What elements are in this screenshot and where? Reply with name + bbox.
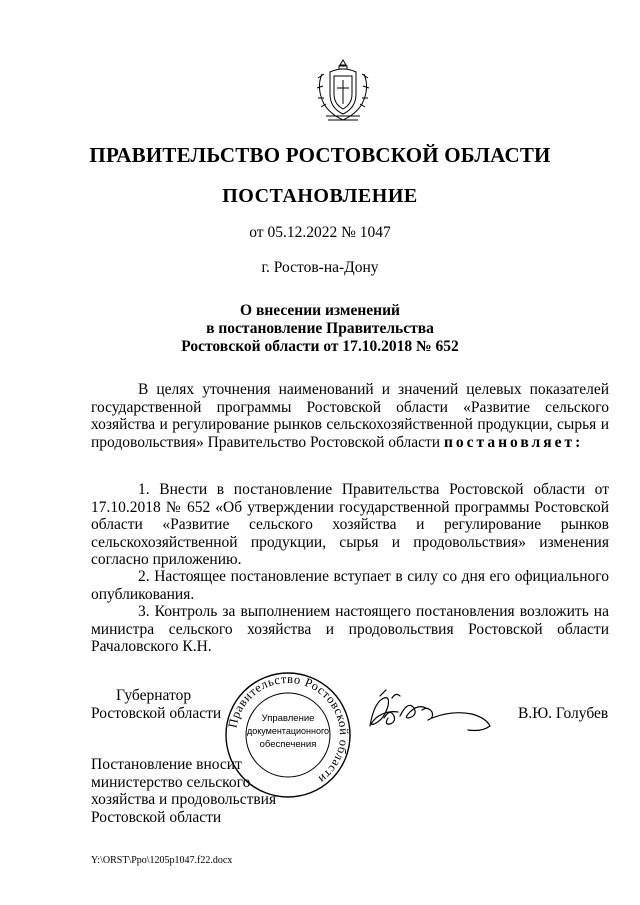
- stamp-line: обеспечения: [259, 739, 317, 750]
- introduced-by-block: [91, 756, 321, 826]
- preamble-paragraph: [91, 381, 609, 451]
- introduced-by-line: министерство сельского: [91, 773, 251, 791]
- stamp-line: документационного: [246, 726, 330, 736]
- item-3-paragraph: 3. Контроль за выполнением настоящего постановления возложить на министра сельского хозяйства и продовольствия Ростовской области Рачаловского К.Н.: [91, 603, 609, 655]
- stamp-outer-text: Правительство Ростовской области: [225, 671, 352, 787]
- signatory-title: Губернатор: [116, 687, 192, 704]
- introduced-by-line: Ростовской области: [91, 808, 222, 826]
- subject-line: О внесении изменений: [240, 302, 400, 319]
- city: г. Ростов-на-Дону: [261, 259, 379, 276]
- introduced-by-line: хозяйства и продовольствия: [91, 791, 277, 809]
- item-2-paragraph: 2. Настоящее постановление вступает в силу со дня его официального опубликования.: [91, 568, 609, 603]
- subject-line: Ростовской области от 17.10.2018 № 652: [181, 338, 459, 355]
- government-name: ПРАВИТЕЛЬСТВО РОСТОВСКОЙ ОБЛАСТИ: [89, 143, 551, 167]
- introduced-by-line: Постановление вносит: [91, 756, 242, 773]
- preamble-text: В целях уточнения наименований и значений целевых показателей государственной программы Ростовской области «Развитие сельского хозяйства и регулирование рынков сельскохозяйственной продукции, сырья и продовольствия» Правительство Ростовской области: [91, 381, 609, 451]
- stamp-line: Управление: [261, 713, 315, 724]
- document-type: ПОСТАНОВЛЕНИЕ: [222, 185, 418, 207]
- handwritten-signature: [362, 688, 492, 738]
- subject-line: в постановление Правительства: [206, 320, 434, 337]
- resolves-word: постановляет:: [443, 433, 584, 451]
- signatory-name: В.Ю. Голубев: [518, 705, 609, 722]
- decree-subject: [0, 302, 640, 356]
- decree-date-number: от 05.12.2022 № 1047: [249, 224, 391, 241]
- file-path: Y:\ORST\Ppo\1205p1047.f22.docx: [91, 855, 233, 866]
- coat-of-arms-icon: [312, 58, 374, 126]
- item-1-paragraph: 1. Внести в постановление Правительства Ростовской области от 17.10.2018 № 652 «Об утверждении государственной программы Ростовской области «Развитие сельского хозяйства и регулирование рынков сельскохозяйственной продукции, сырья и продовольствия» изменения согласно приложению.: [91, 481, 609, 568]
- signatory-region: Ростовской области: [91, 705, 222, 722]
